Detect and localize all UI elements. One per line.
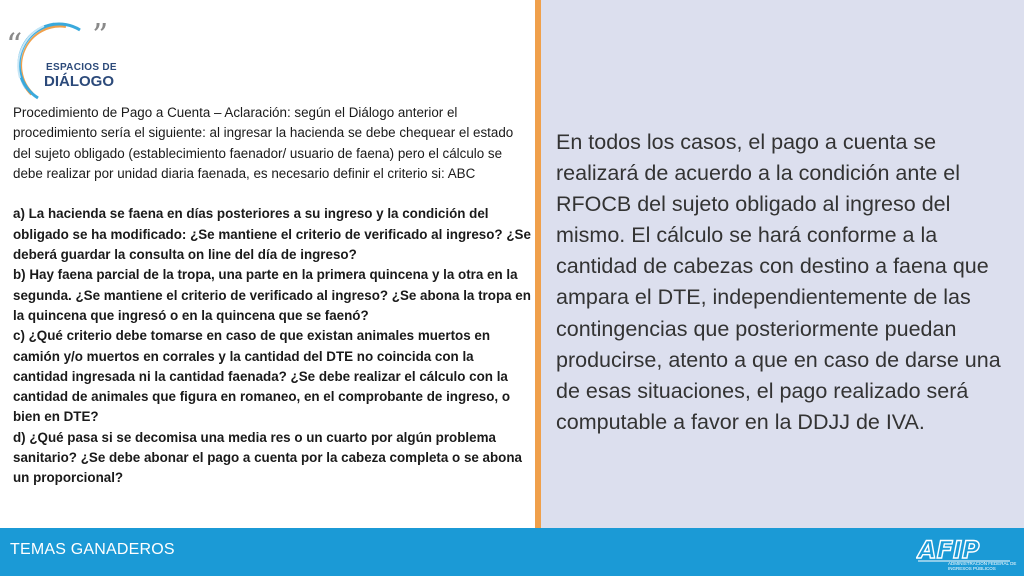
question-text-block [13, 103, 531, 489]
afip-brand-text: AFIP [918, 536, 980, 564]
logo-line-2: DIÁLOGO [44, 73, 114, 90]
question-b: b) Hay faena parcial de la tropa, una parte en la primera quincena y la otra en la segunda. ¿Se mantiene el criterio de verificado al ingreso? ¿Se abona la tropa en la quincena que ingresó o en la quincena que se faenó? [13, 267, 531, 323]
open-quote-icon: “ [6, 26, 23, 64]
question-a: a) La hacienda se faena en días posteriores a su ingreso y la condición del obligado se ha modificado: ¿Se mantiene el criterio de verificado al ingreso? ¿Se deberá guardar la consulta on line del día de ingreso? [13, 206, 531, 263]
espacios-de-dialogo-logo [6, 14, 118, 104]
answer-text: En todos los casos, el pago a cuenta se realizará de acuerdo a la condición ante el RFOCB del sujeto obligado al ingreso del mismo. El cálculo se hará conforme a la cantidad de cabezas con destino a faena que ampara el DTE, independientemente de las contingencias que posteriormente puedan producirse, atento a que en caso de darse una de esas situaciones, el pago realizado será computable a favor en la DDJJ de IVA. [556, 130, 1001, 434]
paragraph-gap [13, 184, 531, 204]
afip-subtitle: ADMINISTRACIÓN FEDERAL DE INGRESOS PÚBLICOS [948, 561, 1017, 571]
question-c: c) ¿Qué criterio debe tomarse en caso de que existan animales muertos en camión y/o muertos en corrales y la cantidad del DTE no coincida con la cantidad ingresada ni la cantidad faenada? ¿Se debe realizar el cálculo con la cantidad de animales que figura en romaneo, en el comprobante de ingreso, o bien en DTE? [13, 328, 511, 425]
logo-line-1: ESPACIOS DE [46, 62, 117, 73]
question-d: d) ¿Qué pasa si se decomisa una media res o un cuarto por algún problema sanitario? ¿Se debe abonar el pago a cuenta por la cabeza completa o se abona un proporcional? [13, 429, 522, 486]
footer-section-label: TEMAS GANADEROS [10, 541, 175, 558]
intro-paragraph: Procedimiento de Pago a Cuenta – Aclaración: según el Diálogo anterior el procedimiento sería el siguiente: al ingresar la hacienda se debe chequear el estado del sujeto obligado (establecimiento faenador/ usuario de faena) pero el cálculo se debe realizar por unidad diaria faenada, es necesario definir el criterio si: ABC [13, 105, 514, 181]
close-quote-icon: ” [92, 16, 109, 54]
footer-bar [0, 528, 1024, 576]
